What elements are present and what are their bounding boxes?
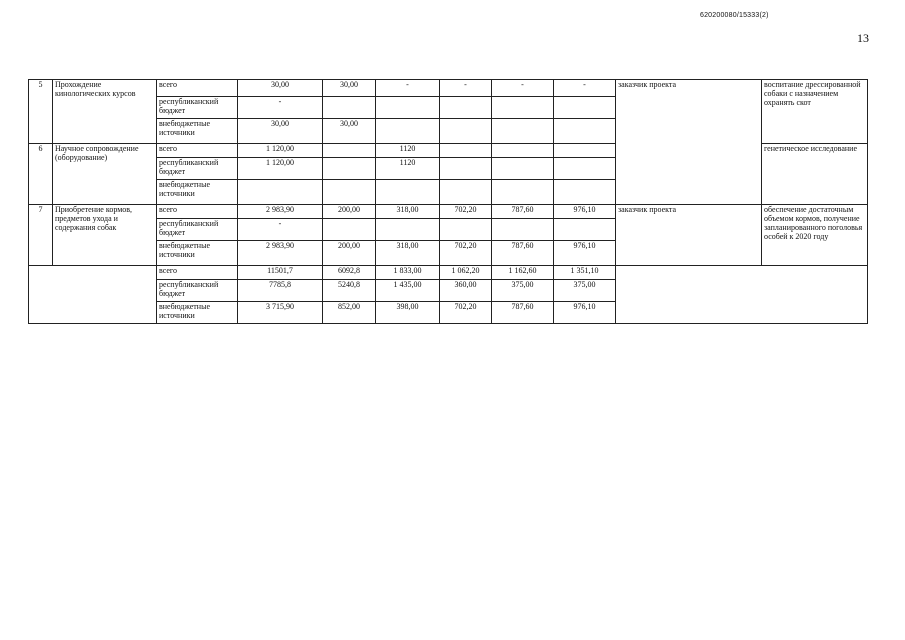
- year-value: 6092,8: [323, 266, 376, 280]
- source-label: внебюджетные источники: [157, 241, 238, 266]
- year-value: 30,00: [323, 80, 376, 97]
- table-row: [29, 80, 868, 97]
- year-value: 375,00: [554, 280, 616, 302]
- year-value: [492, 97, 554, 119]
- year-value: [492, 144, 554, 158]
- source-label: республиканский бюджет: [157, 219, 238, 241]
- year-value: [440, 158, 492, 180]
- year-value: 30,00: [323, 119, 376, 144]
- year-value: [440, 180, 492, 205]
- year-value: 318,00: [376, 205, 440, 219]
- source-label: республиканский бюджет: [157, 158, 238, 180]
- year-value: [440, 219, 492, 241]
- year-value: 702,20: [440, 241, 492, 266]
- year-value: 200,00: [323, 241, 376, 266]
- year-value: [554, 180, 616, 205]
- year-value: [376, 97, 440, 119]
- total-value: 1 120,00: [238, 144, 323, 158]
- total-value: 2 983,90: [238, 241, 323, 266]
- year-value: 1 435,00: [376, 280, 440, 302]
- year-value: [440, 144, 492, 158]
- total-value: 3 715,90: [238, 302, 323, 324]
- activity-name: Прохождение кинологических курсов: [53, 80, 157, 144]
- year-value: [492, 158, 554, 180]
- source-label: внебюджетные источники: [157, 119, 238, 144]
- year-value: 787,60: [492, 241, 554, 266]
- year-value: [376, 119, 440, 144]
- year-value: 702,20: [440, 302, 492, 324]
- source-label: всего: [157, 266, 238, 280]
- year-value: [440, 119, 492, 144]
- total-value: 30,00: [238, 80, 323, 97]
- activity-name: Приобретение кормов, предметов ухода и содержания собак: [53, 205, 157, 266]
- year-value: 702,20: [440, 205, 492, 219]
- year-value: 1120: [376, 144, 440, 158]
- row-number: 7: [29, 205, 53, 266]
- total-value: -: [238, 97, 323, 119]
- source-label: республиканский бюджет: [157, 280, 238, 302]
- source-label: республиканский бюджет: [157, 97, 238, 119]
- year-value: 1 351,10: [554, 266, 616, 280]
- executor: заказчик проекта: [616, 205, 762, 266]
- total-value: 2 983,90: [238, 205, 323, 219]
- year-value: [492, 219, 554, 241]
- year-value: [323, 219, 376, 241]
- year-value: [492, 119, 554, 144]
- row-number: 6: [29, 144, 53, 205]
- page-number: 13: [857, 31, 869, 45]
- year-value: [323, 97, 376, 119]
- year-value: 1120: [376, 158, 440, 180]
- year-value: [323, 180, 376, 205]
- total-value: 30,00: [238, 119, 323, 144]
- year-value: 1 062,20: [440, 266, 492, 280]
- year-value: 1 833,00: [376, 266, 440, 280]
- year-value: 360,00: [440, 280, 492, 302]
- row-number: 5: [29, 80, 53, 144]
- year-value: [554, 119, 616, 144]
- year-value: [554, 144, 616, 158]
- total-value: 11501,7: [238, 266, 323, 280]
- total-value: [238, 180, 323, 205]
- year-value: 398,00: [376, 302, 440, 324]
- executor: заказчик проекта: [616, 80, 762, 205]
- year-value: 200,00: [323, 205, 376, 219]
- year-value: [554, 219, 616, 241]
- source-label: всего: [157, 80, 238, 97]
- year-value: [376, 180, 440, 205]
- total-value: -: [238, 219, 323, 241]
- year-value: 976,10: [554, 205, 616, 219]
- year-value: 5240,8: [323, 280, 376, 302]
- year-value: [554, 97, 616, 119]
- year-value: 318,00: [376, 241, 440, 266]
- source-label: внебюджетные источники: [157, 302, 238, 324]
- totals-row: [29, 266, 868, 280]
- year-value: -: [376, 80, 440, 97]
- year-value: 976,10: [554, 241, 616, 266]
- expected-result: воспитание дрессированной собаки с назначением охранять скот: [762, 80, 868, 144]
- year-value: -: [492, 80, 554, 97]
- source-label: всего: [157, 205, 238, 219]
- source-label: внебюджетные источники: [157, 180, 238, 205]
- year-value: [323, 158, 376, 180]
- year-value: [323, 144, 376, 158]
- year-value: 787,60: [492, 302, 554, 324]
- total-value: 7785,8: [238, 280, 323, 302]
- year-value: -: [554, 80, 616, 97]
- year-value: 976,10: [554, 302, 616, 324]
- year-value: [554, 158, 616, 180]
- document-code: 620200080/15333(2): [700, 12, 769, 19]
- year-value: [376, 219, 440, 241]
- total-value: 1 120,00: [238, 158, 323, 180]
- source-label: всего: [157, 144, 238, 158]
- year-value: [492, 180, 554, 205]
- expected-result: генетическое исследование: [762, 144, 868, 205]
- year-value: 375,00: [492, 280, 554, 302]
- expected-result: обеспечение достаточным объемом кормов, получение запланированного поголовья особей к 2020 году: [762, 205, 868, 266]
- year-value: [440, 97, 492, 119]
- year-value: 1 162,60: [492, 266, 554, 280]
- totals-blank: [616, 266, 868, 324]
- table-row: [29, 205, 868, 219]
- activity-name: Научное сопровождение (оборудование): [53, 144, 157, 205]
- year-value: 787,60: [492, 205, 554, 219]
- totals-spacer: [29, 266, 157, 324]
- budget-table: [28, 79, 868, 324]
- year-value: 852,00: [323, 302, 376, 324]
- year-value: -: [440, 80, 492, 97]
